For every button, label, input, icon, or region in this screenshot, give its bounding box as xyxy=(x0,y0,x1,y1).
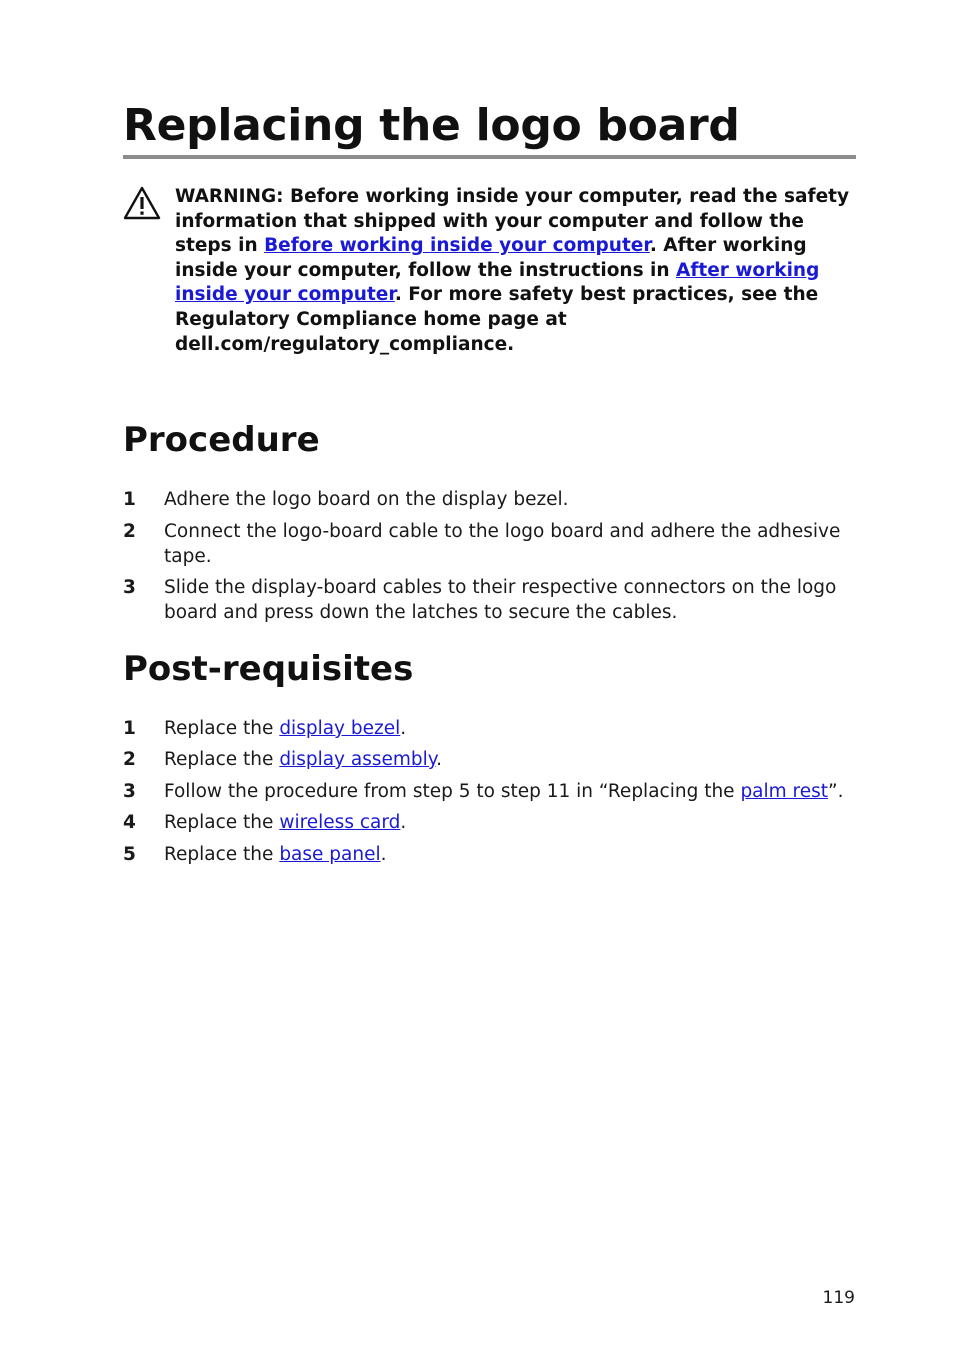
step-text: Connect the logo-board cable to the logo board and adhere the adhesive tape. xyxy=(164,521,841,567)
base-panel-link[interactable]: base panel xyxy=(279,844,381,865)
post-requisite-step xyxy=(123,842,856,867)
title-underline xyxy=(123,155,856,159)
page-title: Replacing the logo board xyxy=(123,100,740,151)
step-text: Adhere the logo board on the display bezel. xyxy=(164,489,569,510)
post-requisite-step xyxy=(123,747,856,772)
step-number: 5 xyxy=(123,844,136,865)
post-requisite-step xyxy=(123,716,856,741)
warning-note xyxy=(175,185,865,357)
step-number: 1 xyxy=(123,489,136,510)
step-number: 3 xyxy=(123,781,136,802)
step-number: 3 xyxy=(123,577,136,598)
procedure-step xyxy=(123,575,856,625)
step-number: 1 xyxy=(123,718,136,739)
step-text: Follow the procedure from step 5 to step 11 in “Replacing the xyxy=(164,781,741,802)
display-assembly-link[interactable]: display assembly xyxy=(279,749,437,770)
wireless-card-link[interactable]: wireless card xyxy=(279,812,401,833)
step-text-end: . xyxy=(400,812,407,833)
step-text: Replace the xyxy=(164,812,280,833)
step-text: Replace the xyxy=(164,718,280,739)
warning-middle: . After working inside your computer, follow the instructions in xyxy=(175,235,807,281)
step-number: 2 xyxy=(123,521,136,542)
page-number: 119 xyxy=(822,1288,855,1308)
before-working-link[interactable]: Before working inside your computer xyxy=(264,235,650,257)
step-text: Slide the display-board cables to their respective connectors on the logo board and press down the latches to secure the cables. xyxy=(164,577,837,623)
procedure-heading: Procedure xyxy=(123,420,320,460)
palm-rest-link[interactable]: palm rest xyxy=(740,781,829,802)
step-text: Replace the xyxy=(164,844,280,865)
step-text: Replace the xyxy=(164,749,280,770)
post-requisite-step xyxy=(123,779,856,804)
display-bezel-link[interactable]: display bezel xyxy=(279,718,401,739)
post-requisites-heading: Post-requisites xyxy=(123,649,414,689)
warning-lead: WARNING: Before working inside your computer, read the safety information that shipped with your computer and follow the steps in xyxy=(175,186,850,257)
procedure-step xyxy=(123,487,856,512)
post-requisite-step xyxy=(123,810,856,835)
step-text-end: . xyxy=(380,844,387,865)
step-text-end: ”. xyxy=(828,781,844,802)
step-text-end: . xyxy=(400,718,407,739)
warning-triangle-icon xyxy=(123,186,161,220)
procedure-step xyxy=(123,519,856,569)
step-number: 4 xyxy=(123,812,136,833)
warning-tail: . For more safety best practices, see the Regulatory Compliance home page at dell.com/regulatory_compliance. xyxy=(175,284,819,355)
step-number: 2 xyxy=(123,749,136,770)
step-text-end: . xyxy=(436,749,442,770)
after-working-link[interactable]: After working inside your computer xyxy=(175,259,820,306)
